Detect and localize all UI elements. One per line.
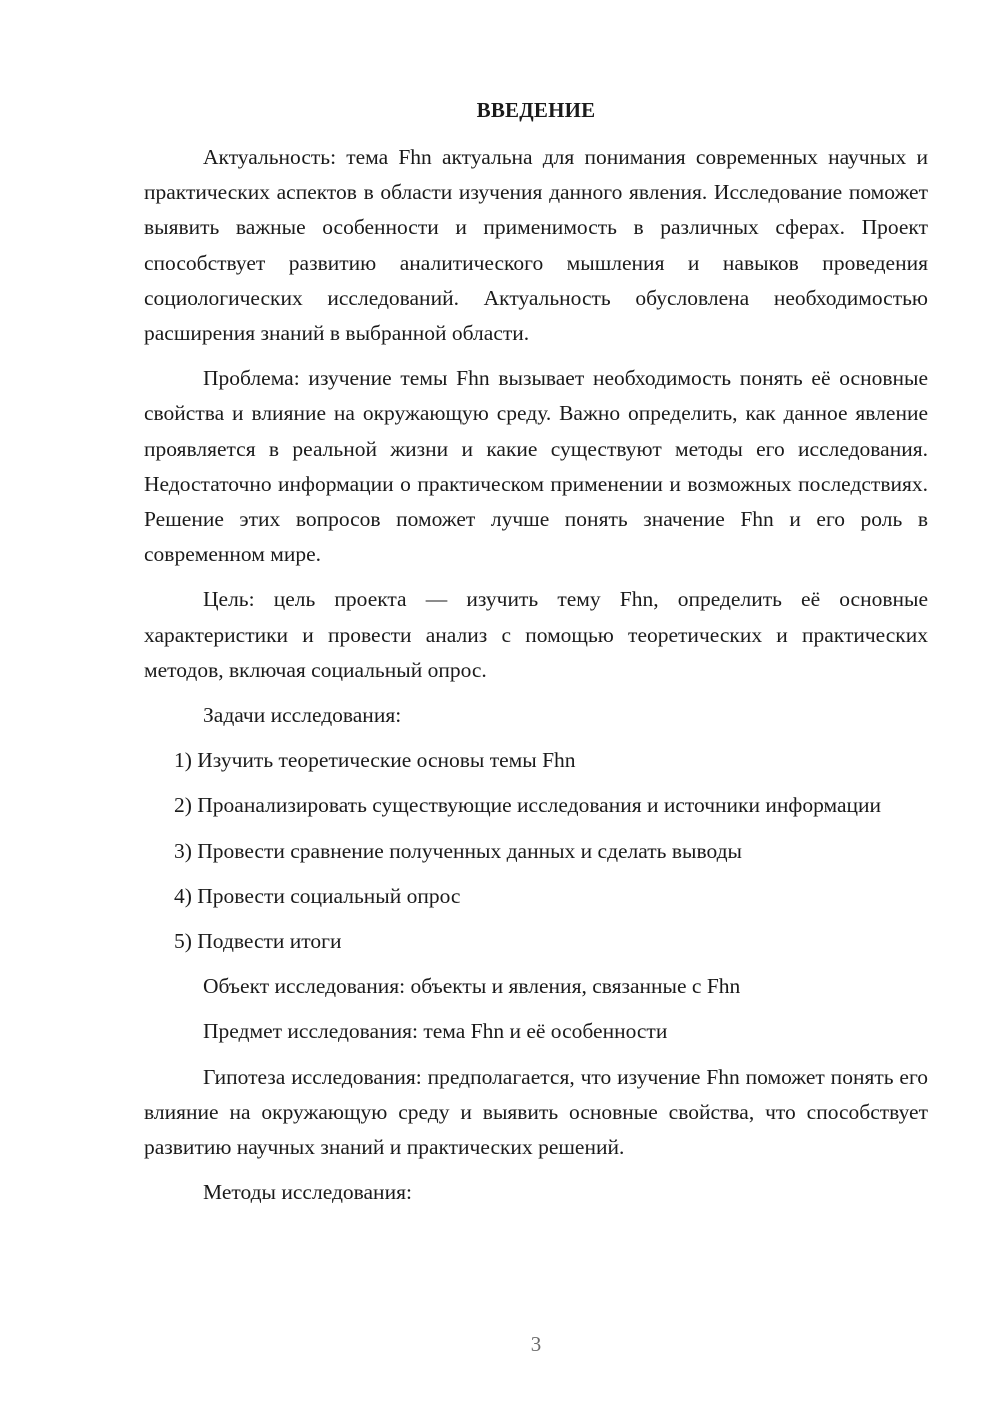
object-line: Объект исследования: объекты и явления, связанные с Fhn	[203, 974, 741, 999]
task-item-4: 4) Провести социальный опрос	[174, 883, 461, 908]
page-title: ВВЕДЕНИЕ	[476, 98, 596, 122]
document-page	[144, 96, 928, 1220]
page-number: 3	[530, 1332, 542, 1356]
methods-heading: Методы исследования:	[203, 1180, 412, 1205]
tasks-heading: Задачи исследования:	[203, 703, 402, 728]
hypothesis-paragraph: Гипотеза исследования: предполагается, что изучение Fhn поможет понять его влияние на окружающую среду и выявить основные свойства, что способствует развитию научных знаний и практических решений.	[144, 1064, 928, 1160]
task-item-1: 1) Изучить теоретические основы темы Fhn	[174, 748, 576, 773]
goal-paragraph: Цель: цель проекта — изучить тему Fhn, определить её основные характеристики и провести анализ с помощью теоретических и практических методов, включая социальный опрос.	[144, 587, 928, 682]
subject-line: Предмет исследования: тема Fhn и её особенности	[203, 1019, 668, 1044]
relevance-paragraph: Актуальность: тема Fhn актуальна для понимания современных научных и практических аспектов в области изучения данного явления. Исследование поможет выявить важные особенности и применимость в различных сферах. Проект способствует развитию аналитического мышления и навыков проведения социологических исследований. Актуальность обусловлена необходимостью расширения знаний в выбранной области.	[144, 145, 928, 346]
task-item-3: 3) Провести сравнение полученных данных и сделать выводы	[174, 838, 742, 863]
task-item-2: 2) Проанализировать существующие исследования и источники информации	[174, 793, 882, 818]
problem-paragraph: Проблема: изучение темы Fhn вызывает необходимость понять её основные свойства и влияние на окружающую среду. Важно определить, как данное явление проявляется в реальной жизни и какие существуют методы его исследования. Недостаточно информации о практическом применении и возможных последствиях. Решение этих вопросов поможет лучше понять значение Fhn и его роль в современном мире.	[144, 366, 928, 567]
task-item-5: 5) Подвести итоги	[174, 929, 342, 954]
